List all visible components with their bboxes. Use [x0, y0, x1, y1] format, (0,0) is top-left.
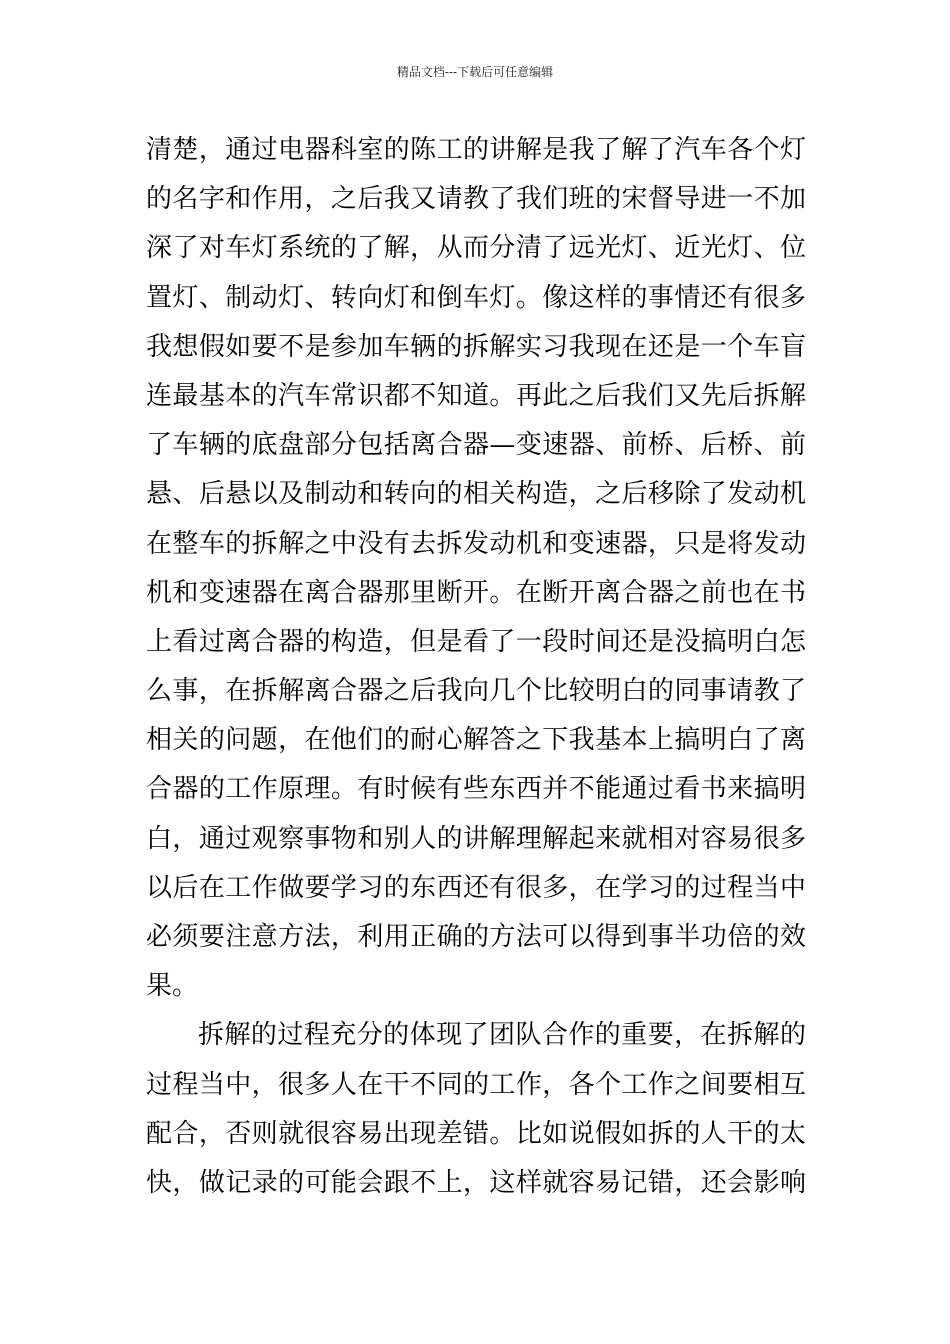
- text-line: 悬、后悬以及制动和转向的相关构造，之后移除了发动机: [146, 479, 806, 510]
- text-line-last: 果。: [146, 971, 199, 1002]
- text-line: 合器的工作原理。有时候有些东西并不能通过看书来搞明: [146, 774, 806, 805]
- text-line: 在整车的拆解之中没有去拆发动机和变速器，只是将发动: [146, 528, 806, 559]
- text-line: 清楚，通过电器科室的陈工的讲解是我了解了汽车各个灯: [146, 135, 806, 165]
- text-line: 快，做记录的可能会跟不上，这样就容易记错，还会影响: [146, 1167, 806, 1198]
- text-line: 以后在工作做要学习的东西还有很多，在学习的过程当中: [146, 872, 806, 903]
- text-line: 了车辆的底盘部分包括离合器—变速器、前桥、后桥、前: [146, 430, 806, 461]
- paragraph-1: [146, 126, 806, 1011]
- text-line: 的名字和作用，之后我又请教了我们班的宋督导进一不加: [146, 184, 806, 215]
- text-line: 配合，否则就很容易出现差错。比如说假如拆的人干的太: [146, 1118, 806, 1149]
- page-header: 精品文档---下载后可任意编辑: [396, 65, 554, 79]
- text-line: 深了对车灯系统的了解，从而分清了远光灯、近光灯、位: [146, 233, 806, 264]
- text-line: 相关的问题，在他们的耐心解答之下我基本上搞明白了离: [146, 725, 806, 756]
- text-line: 上看过离合器的构造，但是看了一段时间还是没搞明白怎: [146, 626, 806, 657]
- paragraph-2: [146, 1011, 806, 1208]
- text-line: 过程当中，很多人在干不同的工作，各个工作之间要相互: [146, 1069, 806, 1100]
- text-line: 机和变速器在离合器那里断开。在断开离合器之前也在书: [146, 577, 806, 608]
- text-line: 必须要注意方法，利用正确的方法可以得到事半功倍的效: [146, 922, 806, 952]
- text-line: 连最基本的汽车常识都不知道。再此之后我们又先后拆解: [146, 380, 806, 411]
- text-line-indented: 拆解的过程充分的体现了团队合作的重要，在拆解的: [198, 1020, 806, 1051]
- document-body: [146, 126, 806, 1208]
- text-line: 我想假如要不是参加车辆的拆解实习我现在还是一个车盲: [146, 331, 806, 362]
- text-line: 置灯、制动灯、转向灯和倒车灯。像这样的事情还有很多: [146, 282, 806, 313]
- text-line: 白，通过观察事物和别人的讲解理解起来就相对容易很多: [146, 823, 806, 854]
- text-line: 么事，在拆解离合器之后我向几个比较明白的同事请教了: [146, 676, 806, 707]
